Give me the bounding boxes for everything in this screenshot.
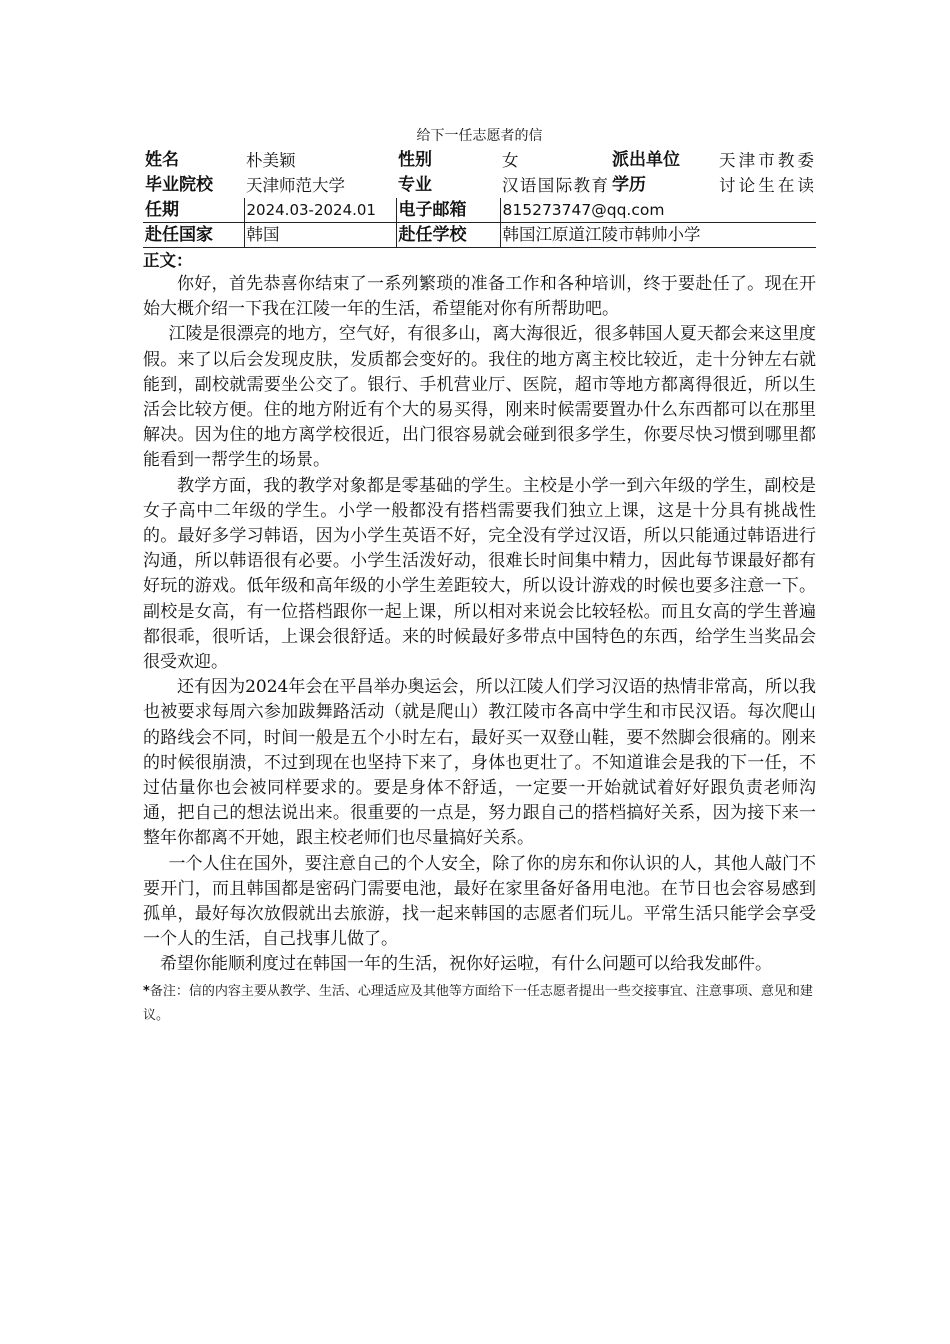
- paragraph: 一个人住在国外，要注意自己的个人安全，除了你的房东和你认识的人，其他人敲门不要开门，而且韩国都是密码门需要电池，最好在家里备好备用电池。在节日也会容易感到孤单，最好每次放假就出去旅游，找一起来韩国的志愿者们玩儿。平常生活只能学会享受一个人的生活，自己找事儿做了。: [143, 853, 816, 950]
- name-label: 姓名: [145, 150, 179, 170]
- country-value: 韩国: [244, 223, 396, 248]
- paragraph: 教学方面，我的教学对象都是零基础的学生。主校是小学一到六年级的学生，副校是女子高中二年级的学生。小学一般都没有搭档需要我们独立上课，这是十分具有挑战性的。最好多学习韩语，因为小学生英语不好，完全没有学过汉语，所以只能通过韩语进行沟通，所以韩语很有必要。小学生活泼好动，很难长时间集中精力，因此每节课最好都有好玩的游戏。低年级和高年级的小学生差距较大，所以设计游戏的时候也要多注意一下。副校是女高，有一位搭档跟你一起上课，所以相对来说会比较轻松。而且女高的学生普遍都很乖，很听话，上课会很舒适。来的时候最好多带点中国特色的东西，给学生当奖品会很受欢迎。: [143, 475, 816, 673]
- term-value: 2024.03-2024.01: [244, 198, 396, 223]
- school-value: 天津师范大学: [246, 176, 345, 195]
- paragraph: 希望你能顺利度过在韩国一年的生活，祝你好运啦，有什么问题可以给我发邮件。: [160, 954, 772, 975]
- document-page: [143, 126, 816, 1028]
- volunteer-info-table: [143, 148, 816, 248]
- major-label: 专业: [398, 175, 432, 195]
- footnote: [143, 980, 816, 1028]
- post-school-value: 韩国江原道江陵市韩帅小学: [500, 223, 816, 248]
- letter-title: 给下一任志愿者的信: [416, 128, 543, 144]
- degree-label: 学历: [612, 175, 646, 195]
- school-label: 毕业院校: [145, 175, 213, 195]
- major-value: 汉语国际教育: [502, 176, 608, 195]
- country-label: 赴任国家: [143, 223, 244, 248]
- gender-label: 性别: [398, 150, 432, 170]
- info-row: [143, 148, 816, 173]
- note-text: 备注：信的内容主要从教学、生活、心理适应及其他等方面给下一任志愿者提出一些交接事宜、注意事项、意见和建议。: [143, 983, 813, 1023]
- email-label: 电子邮箱: [396, 198, 500, 223]
- body-heading: 正文：: [143, 251, 193, 270]
- info-row: [143, 223, 816, 248]
- note-mark: *: [143, 983, 150, 999]
- post-school-label: 赴任学校: [396, 223, 500, 248]
- degree-value: 讨论生在读: [719, 176, 814, 195]
- gender-value: 女: [502, 151, 519, 170]
- email-value: 815273747@qq.com: [500, 198, 816, 223]
- unit-value: 天津市教委: [719, 151, 814, 170]
- paragraph: 江陵是很漂亮的地方，空气好，有很多山，离大海很近，很多韩国人夏天都会来这里度假。来了以后会发现皮肤，发质都会变好的。我住的地方离主校比较近，走十分钟左右就能到，副校就需要坐公交了。银行、手机营业厅、医院，超市等地方都离得很近，所以生活会比较方便。住的地方附近有个大的易买得，刚来时候需要置办什么东西都可以在那里解决。因为住的地方离学校很近，出门很容易就会碰到很多学生，你要尽快习惯到哪里都能看到一帮学生的场景。: [143, 324, 816, 471]
- info-row: [143, 198, 816, 223]
- term-label: 任期: [143, 198, 244, 223]
- unit-label: 派出单位: [612, 150, 680, 170]
- info-row: [143, 173, 816, 198]
- paragraph: 你好，首先恭喜你结束了一系列繁琐的准备工作和各种培训，终于要赴任了。现在开始大概介绍一下我在江陵一年的生活，希望能对你有所帮助吧。: [143, 274, 816, 320]
- paragraph: 还有因为2024年会在平昌举办奥运会，所以江陵人们学习汉语的热情非常高，所以我也被要求每周六参加跋舞路活动（就是爬山）教江陵市各高中学生和市民汉语。每次爬山的路线会不同，时间一般是五个小时左右，最好买一双登山鞋，要不然脚会很痛的。刚来的时候很崩溃，不过到现在也坚持下来了，身体也更壮了。不知道谁会是我的下一任，不过估量你也会被同样要求的。要是身体不舒适，一定要一开始就试着好好跟负责老师沟通，把自己的想法说出来。很重要的一点是，努力跟自己的搭档搞好关系，因为接下来一整年你都离不开她，跟主校老师们也尽量搞好关系。: [143, 677, 816, 849]
- name-value: 朴美颖: [246, 151, 296, 170]
